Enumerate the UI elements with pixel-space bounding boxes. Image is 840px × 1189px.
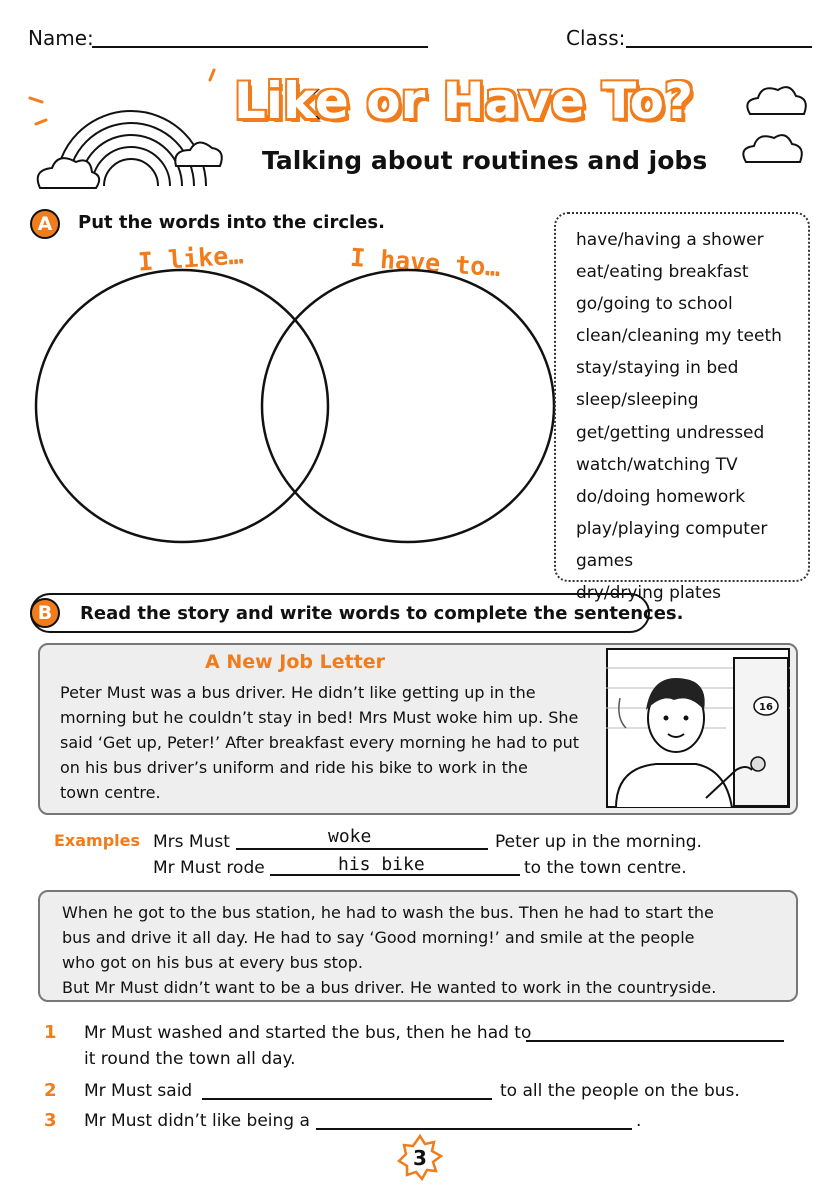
word-item[interactable]: do/doing homework [576,486,746,507]
word-bank [554,212,810,604]
class-field[interactable] [626,46,812,48]
word-item[interactable]: go/going to school [576,294,733,315]
story-line: Peter Must was a bus driver. He didn’t like getting up in the [60,683,536,702]
story-line: said ‘Get up, Peter!’ After breakfast every morning he had to put [60,733,580,752]
word-list [576,224,808,609]
example-1-after: Peter up in the morning. [495,832,702,852]
question-1-answer-field[interactable] [526,1040,784,1042]
word-item[interactable]: eat/eating breakfast [576,262,749,283]
question-2-before: Mr Must said [84,1081,193,1101]
question-1-number: 1 [44,1022,57,1043]
story-title: A New Job Letter [205,651,386,673]
venn-circle-have-to [262,270,554,542]
bus-driver-illustration [606,648,790,808]
word-item[interactable]: clean/cleaning my teeth [576,326,782,347]
section-b-instruction: Read the story and write words to complete the sentences. [80,603,684,624]
story-line: town centre. [60,783,161,802]
section-b-badge: B [30,598,60,628]
story-line: who got on his bus at every bus stop. [62,953,363,972]
section-a-instruction: Put the words into the circles. [78,212,385,233]
word-item[interactable]: have/having a shower [576,230,764,250]
question-1-text: Mr Must washed and started the bus, then he had to [84,1023,532,1043]
example-1-line [236,848,488,850]
word-item[interactable]: get/getting undressed [576,422,765,443]
question-2-answer-field[interactable] [202,1098,492,1100]
question-2-after: to all the people on the bus. [500,1081,740,1101]
question-3-after: . [636,1111,642,1131]
page-number: 3 [413,1146,427,1170]
word-item[interactable]: watch/watching TV [576,454,738,475]
story-line: When he got to the bus station, he had to wash the bus. Then he had to start the [62,903,714,922]
section-a-badge: A [30,209,60,239]
page-subtitle: Talking about routines and jobs [262,146,708,175]
example-1-before: Mrs Must [153,832,230,852]
story-text-2 [62,900,716,1000]
question-3-number: 3 [44,1110,57,1131]
question-2-number: 2 [44,1080,57,1101]
class-label: Class: [566,26,626,50]
story-line: bus and drive it all day. He had to say ‘Good morning!’ and smile at the people [62,928,695,947]
question-1-text-2: it round the town all day. [84,1049,296,1069]
examples-label: Examples [54,831,141,850]
name-label: Name: [28,26,94,50]
cloud-icon [738,128,808,168]
question-3-before: Mr Must didn’t like being a [84,1111,310,1131]
word-item[interactable]: sleep/sleeping [576,390,699,411]
i-like-label: I like… [137,240,245,277]
venn-circle-like [36,270,328,542]
example-1-answer: woke [328,826,372,847]
cloud-icon [742,80,812,120]
question-3-answer-field[interactable] [316,1128,632,1130]
i-have-to-label: I have to… [349,242,502,283]
story-line: But Mr Must didn’t want to be a bus driver. He wanted to work in the countryside. [62,978,717,997]
door-number: 16 [759,702,773,713]
story-line: morning but he couldn’t stay in bed! Mrs Must woke him up. She [60,708,579,727]
example-2-answer: his bike [338,854,425,875]
example-2-after: to the town centre. [524,858,687,878]
example-2-before: Mr Must rode [153,858,265,878]
venn-diagram[interactable] [30,266,560,550]
word-item[interactable]: play/playing computer games [576,518,768,571]
story-line: on his bus driver’s uniform and ride his bike to work in the [60,758,528,777]
page-title: Like or Have To? [234,72,693,130]
word-item[interactable]: stay/staying in bed [576,358,739,379]
word-item[interactable]: dry/drying plates [576,583,722,604]
name-field[interactable] [92,46,428,48]
rainbow-icon [26,66,226,196]
story-text-1 [60,680,579,805]
